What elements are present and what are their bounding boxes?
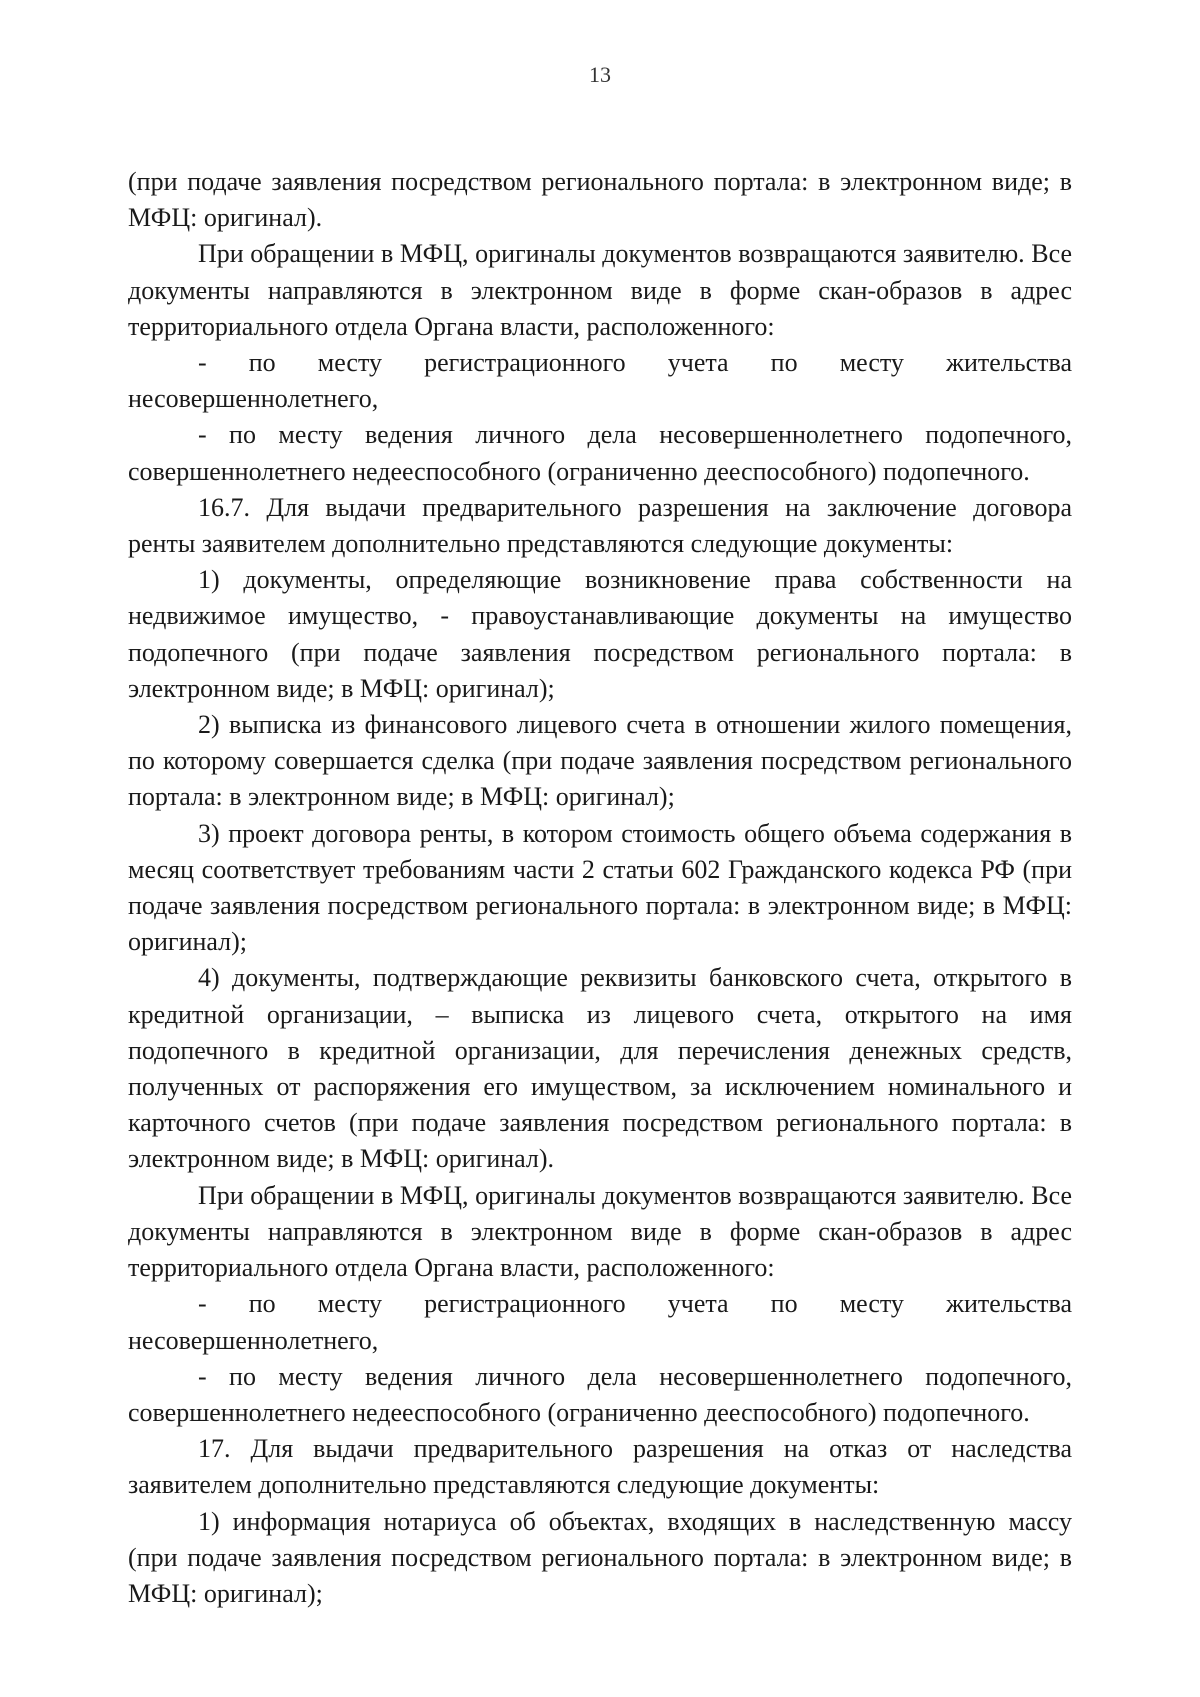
page-number: 13 — [589, 62, 611, 87]
list-item-4-bank-details: 4) документы, подтверждающие реквизиты банковского счета, открытого в кредитной организации, – выписка из лицевого счета, открытого на имя подопечного в кредитной организации, для перечисления денежных средств, полученных от распоряжения его имуществом, за исключением номинального и карточного счетов (при подаче заявления посредством регионального портала: в электронном виде; в МФЦ: оригинал). — [128, 963, 1072, 1174]
list-item-3-rent-contract-draft: 3) проект договора ренты, в котором стоимость общего объема содержания в месяц соответствует требованиям части 2 статьи 602 Гражданского кодекса РФ (при подаче заявления посредством регионального портала: в электронном виде; в МФЦ: оригинал); — [128, 818, 1072, 957]
list-item-personal-file-place-2: - по месту ведения личного дела несовершеннолетнего подопечного, совершеннолетнего недееспособного (ограниченно дееспособного) подопечного. — [128, 1361, 1072, 1427]
paragraph-mfc-originals: При обращении в МФЦ, оригиналы документов возвращаются заявителю. Все документы направляются в электронном виде в форме скан-образов в адрес территориального отдела Органа власти, расположенного: — [128, 239, 1072, 341]
list-item-personal-file-place: - по месту ведения личного дела несовершеннолетнего подопечного, совершеннолетнего недееспособного (ограниченно дееспособного) подопечного. — [128, 420, 1072, 486]
document-body — [128, 164, 1072, 1612]
list-item-1-notary-information: 1) информация нотариуса об объектах, входящих в наследственную массу (при подаче заявления посредством регионального портала: в электронном виде; в МФЦ: оригинал); — [128, 1506, 1072, 1608]
paragraph-continuation: (при подаче заявления посредством регионального портала: в электронном виде; в МФЦ: оригинал). — [128, 167, 1072, 233]
section-16-7: 16.7. Для выдачи предварительного разрешения на заключение договора ренты заявителем дополнительно представляются следующие документы: — [128, 492, 1072, 559]
list-item-registration-place: - по месту регистрационного учета по месту жительства несовершеннолетнего, — [128, 348, 1072, 414]
section-17: 17. Для выдачи предварительного разрешения на отказ от наследства заявителем дополнительно представляются следующие документы: — [128, 1434, 1072, 1500]
list-item-registration-place-2: - по месту регистрационного учета по месту жительства несовершеннолетнего, — [128, 1289, 1072, 1355]
list-item-1-ownership-documents: 1) документы, определяющие возникновение права собственности на недвижимое имущество, - правоустанавливающие документы на имущество подопечного (при подаче заявления посредством регионального портала: в электронном виде; в МФЦ: оригинал); — [128, 565, 1072, 703]
paragraph-mfc-originals-2: При обращении в МФЦ, оригиналы документов возвращаются заявителю. Все документы направляются в электронном виде в форме скан-образов в адрес территориального отдела Органа власти, расположенного: — [128, 1180, 1072, 1283]
list-item-2-account-extract: 2) выписка из финансового лицевого счета в отношении жилого помещения, по которому совершается сделка (при подаче заявления посредством регионального портала: в электронном виде; в МФЦ: оригинал); — [128, 710, 1072, 812]
